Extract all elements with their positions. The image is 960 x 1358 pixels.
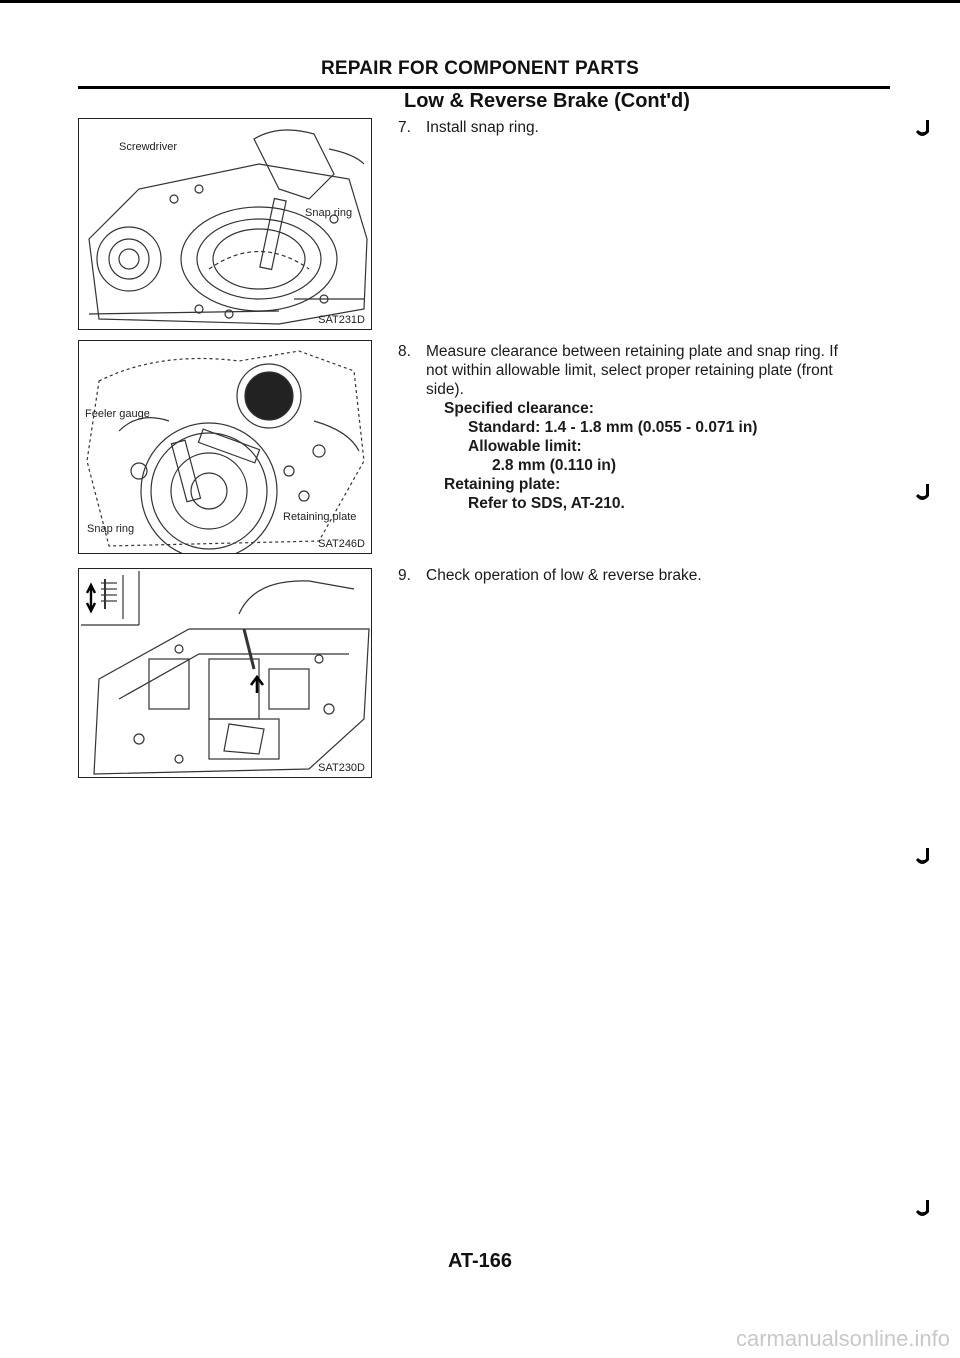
figure-code: SAT246D: [318, 538, 365, 550]
top-border: [0, 0, 960, 3]
allowable-value: 2.8 mm (0.110 in): [492, 457, 617, 474]
watermark: carmanualsonline.info: [735, 1326, 950, 1351]
figure-clearance-measure: [78, 340, 372, 554]
step-7: [398, 118, 898, 137]
section-title: Low & Reverse Brake (Cont'd): [404, 90, 690, 112]
spec-standard: Standard: 1.4 - 1.8 mm (0.055 - 0.071 in): [468, 419, 758, 436]
spec-label: Specified clearance:: [444, 400, 594, 417]
page-heading: REPAIR FOR COMPONENT PARTS: [320, 58, 639, 79]
figure-operation-check: [78, 568, 372, 778]
step-text: Install snap ring.: [426, 119, 539, 136]
plate-label: Retaining plate:: [444, 476, 561, 493]
label-snap-ring: Snap ring: [87, 523, 135, 535]
label-feeler-gauge: Feeler gauge: [85, 408, 150, 420]
step-text-line-2: not within allowable limit, select proper retaining plate (front: [426, 362, 833, 379]
margin-tab-icon: [912, 1198, 932, 1222]
step-number: 7.: [398, 119, 411, 136]
allowable-label: Allowable limit:: [468, 438, 582, 455]
margin-tab-icon: [912, 846, 932, 870]
step-number: 9.: [398, 567, 411, 584]
plate-value: Refer to SDS, AT-210.: [468, 495, 625, 512]
page-number: AT-166: [447, 1250, 513, 1272]
step-9: [398, 566, 898, 585]
step-text-line-1: Measure clearance between retaining plate and snap ring. If: [426, 343, 838, 360]
heading-rule: [78, 86, 890, 89]
operation-check-illustration: [79, 569, 371, 777]
figure-code: SAT230D: [318, 762, 365, 774]
margin-tab-icon: [912, 482, 932, 506]
label-screwdriver: Screwdriver: [119, 141, 178, 153]
figure-code: SAT231D: [318, 314, 365, 326]
step-number: 8.: [398, 343, 411, 360]
step-text-line-3: side).: [426, 381, 464, 398]
step-8: [398, 342, 898, 513]
margin-tab-icon: [912, 118, 932, 142]
air-pressure-icon: [87, 575, 123, 619]
label-retaining-plate: Retaining plate: [283, 511, 357, 523]
step-text: Check operation of low & reverse brake.: [426, 567, 702, 584]
label-snap-ring: Snap ring: [305, 207, 353, 219]
figure-snap-ring-install: [78, 118, 372, 330]
